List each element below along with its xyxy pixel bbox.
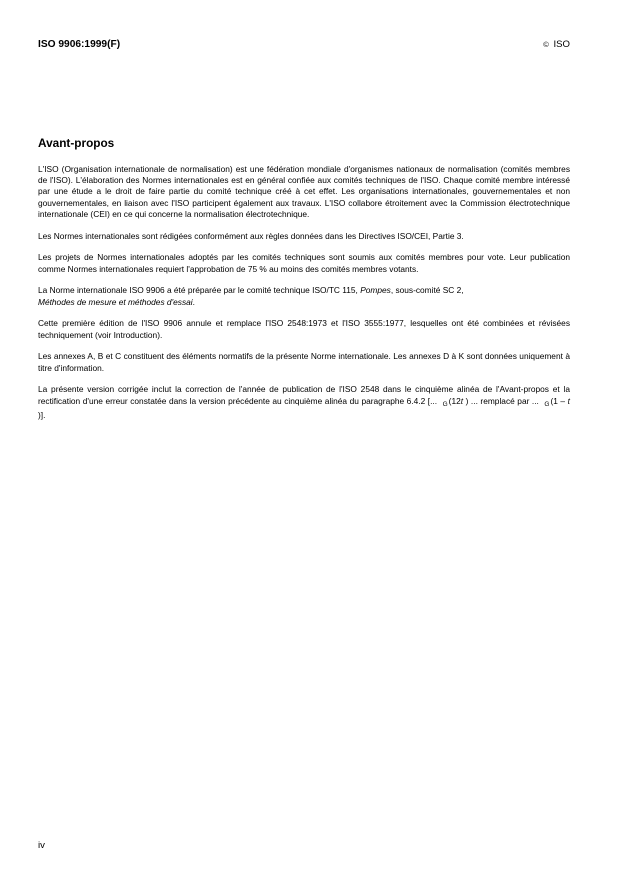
paragraph-voting: Les projets de Normes internationales adoptés par les comités techniques sont soumis aux comités membres pour vote. Leur publication comme Normes internationales requiert l'approbation de 75 % au moins des comités membres votants.: [38, 252, 570, 274]
preparation-text-2: , sous-comité SC 2,: [390, 285, 464, 296]
section-title: Avant-propos: [38, 136, 115, 150]
paragraph-directives: Les Normes internationales sont rédigées conformément aux règles données dans les Directives ISO/CEI, Partie 3.: [38, 230, 464, 241]
copyright-symbol: ©: [543, 40, 549, 49]
formula-2-variable: t: [567, 395, 570, 406]
page-number: iv: [38, 840, 45, 851]
paragraph-correction: [38, 384, 570, 421]
formula-1-variable: t: [460, 395, 464, 406]
copyright-notice: [543, 39, 570, 50]
paragraph-annexes: Les annexes A, B et C constituent des éléments normatifs de la présente Norme internationale. Les annexes D à K sont données uniquement à titre d'information.: [38, 351, 570, 373]
paragraph-preparation: [38, 285, 570, 307]
paragraph-iso-intro: L'ISO (Organisation internationale de normalisation) est une fédération mondiale d'organismes nationaux de normalisation (comités membres de l'ISO). L'élaboration des Normes internationales est en général confiée aux comités techniques de l'ISO. Chaque comité membre intéressé par une étude a le droit de faire partie du comité technique créé à cet effet. Les organisations internationales, gouvernementales et non gouvernementales, en liaison avec l'ISO participent également aux travaux. L'ISO collabore étroitement avec la Commission électrotechnique internationale (CEI) en ce qui concerne la normalisation électrotechnique.: [38, 164, 570, 219]
preparation-text: La Norme internationale ISO 9906 a été préparée par le comité technique ISO/TC 115,: [38, 285, 358, 296]
formula-subscript-2: G: [544, 400, 550, 408]
preparation-text-3: .: [192, 296, 195, 307]
document-id: ISO 9906:1999(F): [38, 39, 121, 50]
paragraph-edition: Cette première édition de l'ISO 9906 annule et remplace l'ISO 2548:1973 et l'ISO 3555:1977, lesquelles ont été combinées et révisées techniquement (voir Introduction).: [38, 318, 570, 340]
formula-2-end: )].: [38, 409, 46, 420]
copyright-owner: ISO: [553, 39, 570, 50]
formula-1-end: ) ... remplacé par ...: [465, 395, 539, 406]
formula-subscript-1: G: [442, 400, 448, 408]
formula-2-start: (1 –: [550, 395, 566, 406]
subcommittee-name: Méthodes de mesure et méthodes d'essai: [38, 296, 193, 307]
committee-name: Pompes: [360, 285, 391, 296]
foreword-body: [38, 164, 570, 432]
formula-1-start: (12: [448, 395, 461, 406]
correction-text: La présente version corrigée inclut la correction de l'année de publication de l'ISO 2548 dans le cinquième alinéa de l'Avant-propos et la rectification d'une erreur constatée dans la version précédente au cinquième alinéa du paragraphe 6.4.2 [...: [38, 384, 570, 406]
